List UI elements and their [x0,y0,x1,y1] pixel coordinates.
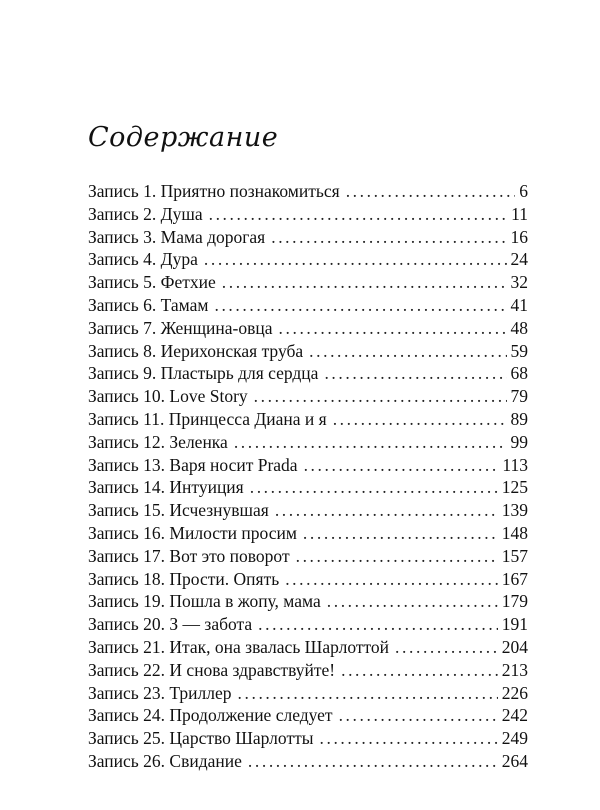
entry-label: Запись 9. Пластырь для сердца [88,363,319,384]
page-number: 11 [511,203,528,224]
page-number: 148 [501,522,528,543]
page-number: 264 [501,750,528,771]
entry-label: Запись 5. Фетхие [88,272,216,293]
toc-entry [88,568,528,591]
entry-label: Запись 15. Исчезнувшая [88,500,269,521]
dot-leader [303,522,498,545]
dot-leader [234,431,507,454]
entry-label: Запись 17. Вот это поворот [88,545,290,566]
entry-label: Запись 18. Прости. Опять [88,568,280,589]
toc-entry [88,294,528,317]
dot-leader [333,408,507,431]
entry-label: Запись 6. Тамам [88,294,209,315]
dot-leader [238,682,498,705]
dot-leader [304,454,499,477]
toc-entry [88,727,528,750]
page-number: 6 [519,181,528,201]
toc-entry [88,704,528,727]
toc-entry [88,203,528,226]
toc-entry [88,613,528,636]
toc-entry [88,431,528,454]
dot-leader [395,636,498,659]
page-number: 59 [510,340,528,361]
entry-label: Запись 22. И снова здравствуйте! [88,659,336,680]
page-title: Содержание [88,122,279,153]
entry-label: Запись 19. Пошла в жопу, мама [88,591,321,612]
dot-leader [222,271,507,294]
page-number: 89 [510,408,528,429]
page-number: 79 [510,386,528,407]
page-number: 226 [501,682,528,703]
entry-label: Запись 14. Интуиция [88,477,244,498]
page-number: 113 [502,454,528,475]
toc-entry [88,226,528,249]
dot-leader [320,727,498,750]
entry-label: Запись 23. Триллер [88,682,232,703]
dot-leader [346,180,516,203]
dot-leader [285,568,498,591]
dot-leader [327,590,498,613]
page-number: 249 [501,728,528,749]
page-number: 167 [501,568,528,589]
dot-leader [309,340,506,363]
entry-label: Запись 4. Дура [88,249,198,270]
entry-label: Запись 11. Принцесса Диана и я [88,408,327,429]
toc-entry [88,659,528,682]
toc-entry [88,682,528,705]
toc-entry [88,362,528,385]
entry-label: Запись 10. Love Story [88,386,248,407]
dot-leader [250,476,498,499]
entry-label: Запись 24. Продолжение следует [88,705,333,726]
entry-label: Запись 8. Иерихонская труба [88,340,304,361]
dot-leader [296,545,498,568]
page-number: 213 [501,659,528,680]
page-number: 204 [501,636,528,657]
entry-label: Запись 2. Душа [88,203,203,224]
entry-label: Запись 13. Варя носит Prada [88,454,298,475]
page-number: 125 [501,477,528,498]
entry-label: Запись 26. Свидание [88,750,242,771]
page-number: 24 [510,249,528,270]
toc-entry [88,522,528,545]
toc-entry [88,750,528,773]
toc-entry [88,408,528,431]
dot-leader [275,499,498,522]
toc-entry [88,271,528,294]
page-number: 48 [510,317,528,338]
entry-label: Запись 1. Приятно познакомиться [88,181,340,201]
page-number: 139 [501,500,528,521]
dot-leader [341,659,498,682]
entry-label: Запись 20. З — забота [88,614,253,635]
toc-entry [88,248,528,271]
page-number: 191 [501,614,528,635]
dot-leader [214,294,506,317]
table-of-contents [88,180,528,773]
entry-label: Запись 25. Царство Шарлотты [88,728,314,749]
toc-entry [88,499,528,522]
page-number: 157 [501,545,528,566]
page-number: 32 [510,272,528,293]
page-number: 68 [510,363,528,384]
toc-entry [88,317,528,340]
toc-entry [88,636,528,659]
page-number: 179 [501,591,528,612]
dot-leader [209,203,508,226]
dot-leader [258,613,498,636]
entry-label: Запись 7. Женщина-овца [88,317,273,338]
dot-leader [279,317,507,340]
toc-entry [88,476,528,499]
dot-leader [204,248,507,271]
toc-entry [88,340,528,363]
dot-leader [248,750,498,773]
entry-label: Запись 12. Зеленка [88,431,228,452]
dot-leader [254,385,507,408]
dot-leader [339,704,498,727]
entry-label: Запись 3. Мама дорогая [88,226,266,247]
toc-entry [88,180,528,203]
toc-entry [88,545,528,568]
dot-leader [324,362,506,385]
entry-label: Запись 21. Итак, она звалась Шарлоттой [88,636,390,657]
toc-entry [88,385,528,408]
page-number: 242 [501,705,528,726]
entry-label: Запись 16. Милости просим [88,522,297,543]
page-number: 41 [510,294,528,315]
toc-entry [88,590,528,613]
page-number: 99 [510,431,528,452]
toc-entry [88,454,528,477]
dot-leader [271,226,506,249]
page-number: 16 [510,226,528,247]
